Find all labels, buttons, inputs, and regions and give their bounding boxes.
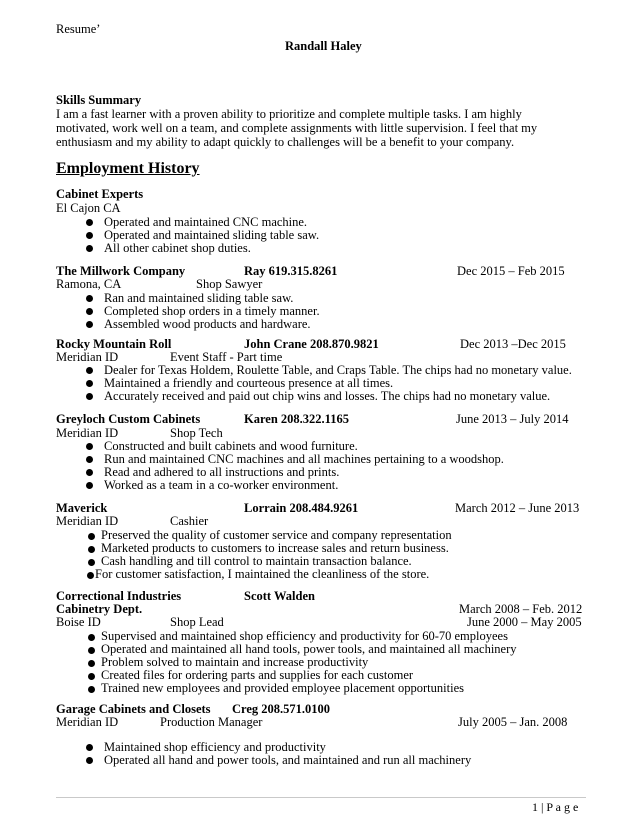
job-dates: Dec 2013 –Dec 2015 xyxy=(460,337,566,351)
job-dates: Dec 2015 – Feb 2015 xyxy=(457,264,565,278)
job-bullet: Created files for ordering parts and supplies for each customer xyxy=(101,669,413,683)
bullet-icon xyxy=(88,686,95,693)
job-title: Cashier xyxy=(170,514,209,528)
job-bullet: Worked as a team in a co-worker environment. xyxy=(104,479,338,493)
job-bullet: Accurately received and paid out chip wins and losses. The chips had no monetary value. xyxy=(104,390,550,404)
job-location: Meridian ID xyxy=(56,350,119,364)
company-name: Greyloch Custom Cabinets xyxy=(56,412,201,426)
job-bullet: Marketed products to customers to increase sales and return business. xyxy=(101,542,449,556)
job-bullet: Operated all hand and power tools, and maintained and run all machinery xyxy=(104,754,471,768)
job-bullet: Read and adhered to all instructions and prints. xyxy=(104,466,339,480)
page-number: 1 | P a g e xyxy=(532,800,579,814)
job-bullet: Dealer for Texas Holdem, Roulette Table, and Craps Table. The chips had no monetary value. xyxy=(104,364,572,378)
job-contact: Ray 619.315.8261 xyxy=(244,264,338,278)
job-bullet: Run and maintained CNC machines and all machines pertaining to a woodshop. xyxy=(104,453,504,467)
job-contact: Creg 208.571.0100 xyxy=(232,702,331,716)
bullet-icon xyxy=(88,533,95,540)
job-location: Boise ID xyxy=(56,615,101,629)
job-bullet: Operated and maintained sliding table saw. xyxy=(104,229,319,243)
job-bullet: Assembled wood products and hardware. xyxy=(104,318,311,332)
bullet-icon xyxy=(86,245,93,252)
employment-heading: Employment History xyxy=(56,160,200,177)
department-name: Cabinetry Dept. xyxy=(56,602,143,616)
bullet-icon xyxy=(86,443,93,450)
job-dates-secondary: June 2000 – May 2005 xyxy=(467,615,582,629)
bullet-icon xyxy=(88,634,95,641)
job-bullet: Preserved the quality of customer service and company representation xyxy=(101,529,452,543)
job-bullet: Completed shop orders in a timely manner. xyxy=(104,305,320,319)
bullet-icon xyxy=(86,456,93,463)
bullet-icon xyxy=(86,367,93,374)
job-bullet: Problem solved to maintain and increase productivity xyxy=(101,656,368,670)
bullet-icon xyxy=(88,546,95,553)
job-bullet: Ran and maintained sliding table saw. xyxy=(104,292,293,306)
job-bullet: Operated and maintained all hand tools, power tools, and maintained all machinery xyxy=(101,643,517,657)
job-bullet: Maintained shop efficiency and productivity xyxy=(104,741,326,755)
bullet-icon xyxy=(86,469,93,476)
job-contact: Lorrain 208.484.9261 xyxy=(244,501,359,515)
job-title: Shop Tech xyxy=(170,426,223,440)
footer-divider xyxy=(56,797,586,798)
bullet-icon xyxy=(88,559,95,566)
company-name: The Millwork Company xyxy=(56,264,186,278)
job-contact: Karen 208.322.1165 xyxy=(244,412,349,426)
job-bullet: Supervised and maintained shop efficiency and productivity for 60-70 employees xyxy=(101,630,508,644)
bullet-icon xyxy=(86,744,93,751)
skills-line: enthusiasm and my ability to adapt quickly to challenges will be a benefit to your company. xyxy=(56,135,515,149)
job-title: Shop Lead xyxy=(170,615,224,629)
job-bullet: Trained new employees and provided employee placement opportunities xyxy=(101,682,464,696)
job-dates: March 2012 – June 2013 xyxy=(455,501,580,515)
job-location: El Cajon CA xyxy=(56,201,121,215)
job-dates: June 2013 – July 2014 xyxy=(456,412,569,426)
bullet-icon xyxy=(86,308,93,315)
job-contact: Scott Walden xyxy=(244,589,315,603)
job-location: Ramona, CA xyxy=(56,277,122,291)
bullet-icon xyxy=(88,673,95,680)
bullet-icon xyxy=(86,757,93,764)
company-name: Correctional Industries xyxy=(56,589,182,603)
job-bullet: Maintained a friendly and courteous presence at all times. xyxy=(104,377,393,391)
job-title: Shop Sawyer xyxy=(196,277,263,291)
resume-label: Resume’ xyxy=(56,22,101,36)
bullet-icon xyxy=(88,660,95,667)
bullet-icon xyxy=(87,572,94,579)
skills-line: I am a fast learner with a proven ability to prioritize and complete multiple tasks. I am highly xyxy=(56,107,522,121)
bullet-icon xyxy=(86,295,93,302)
job-dates: July 2005 – Jan. 2008 xyxy=(458,715,568,729)
job-location: Meridian ID xyxy=(56,514,119,528)
bullet-icon xyxy=(86,219,93,226)
job-bullet: Constructed and built cabinets and wood furniture. xyxy=(104,440,358,454)
company-name: Maverick xyxy=(56,501,108,515)
job-bullet: Cash handling and till control to maintain transaction balance. xyxy=(101,555,412,569)
job-location: Meridian ID xyxy=(56,426,119,440)
job-contact: John Crane 208.870.9821 xyxy=(244,337,379,351)
bullet-icon xyxy=(86,380,93,387)
company-name: Cabinet Experts xyxy=(56,187,144,201)
bullet-icon xyxy=(86,232,93,239)
company-name: Rocky Mountain Roll xyxy=(56,337,172,351)
bullet-icon xyxy=(86,482,93,489)
bullet-icon xyxy=(86,393,93,400)
skills-line: motivated, work well on a team, and complete assignments with little supervision. I feel that my xyxy=(56,121,538,135)
company-name: Garage Cabinets and Closets xyxy=(56,702,211,716)
skills-heading: Skills Summary xyxy=(56,93,142,107)
job-location: Meridian ID xyxy=(56,715,119,729)
bullet-icon xyxy=(88,647,95,654)
job-bullet: Operated and maintained CNC machine. xyxy=(104,216,307,230)
bullet-icon xyxy=(86,321,93,328)
job-dates: March 2008 – Feb. 2012 xyxy=(459,602,583,616)
candidate-name: Randall Haley xyxy=(285,39,362,53)
job-bullet: For customer satisfaction, I maintained the cleanliness of the store. xyxy=(95,568,429,582)
job-title: Production Manager xyxy=(160,715,263,729)
job-bullet: All other cabinet shop duties. xyxy=(104,242,251,256)
job-title: Event Staff - Part time xyxy=(170,350,283,364)
